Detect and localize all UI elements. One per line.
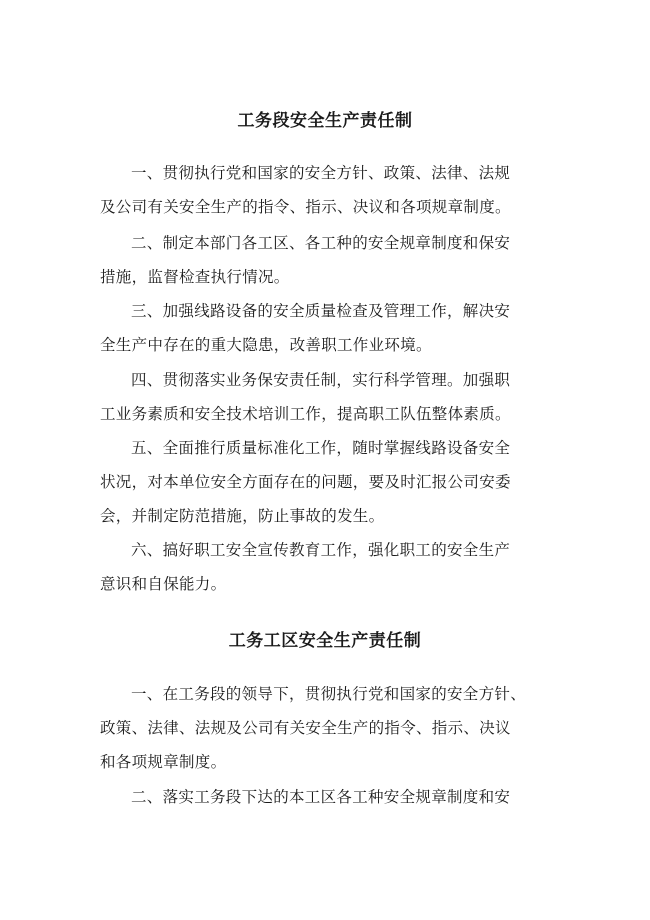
- paragraph-line: 五、全面推行质量标准化工作，随时掌握线路设备安全: [131, 439, 511, 457]
- paragraph-line: 一、贯彻执行党和国家的安全方针、政策、法律、法规: [131, 164, 511, 182]
- paragraph-line: 状况，对本单位安全方面存在的问题，要及时汇报公司安委: [100, 473, 511, 491]
- paragraph-line: 和各项规章制度。: [100, 753, 227, 771]
- paragraph-line: 三、加强线路设备的安全质量检查及管理工作，解决安: [131, 302, 511, 320]
- paragraph: [100, 677, 552, 779]
- paragraph: [100, 156, 552, 224]
- paragraph: [100, 226, 552, 294]
- paragraph-line: 四、贯彻落实业务保安责任制，实行科学管理。加强职: [131, 371, 511, 389]
- paragraph-line: 二、落实工务段下达的本工区各工种安全规章制度和安: [131, 788, 511, 806]
- paragraph: [100, 431, 552, 533]
- paragraph-line: 措施，监督检查执行情况。: [100, 268, 290, 286]
- paragraph: [100, 780, 552, 814]
- paragraph-line: 意识和自保能力。: [100, 575, 227, 593]
- paragraph-line: 工业务素质和安全技术培训工作，提高职工队伍整体素质。: [100, 405, 511, 423]
- paragraph-line: 政策、法律、法规及公司有关安全生产的指令、指示、决议: [100, 719, 511, 737]
- paragraph: [100, 294, 552, 362]
- paragraph-line: 六、搞好职工安全宣传教育工作，强化职工的安全生产: [131, 541, 511, 559]
- paragraph: [100, 363, 552, 431]
- paragraph: [100, 533, 552, 601]
- paragraph-line: 全生产中存在的重大隐患，改善职工作业环境。: [100, 336, 432, 354]
- paragraph-line: 二、制定本部门各工区、各工种的安全规章制度和保安: [131, 234, 511, 252]
- paragraph-line: 会，并制定防范措施，防止事故的发生。: [100, 507, 385, 525]
- paragraph-line: 及公司有关安全生产的指令、指示、决议和各项规章制度。: [100, 198, 511, 216]
- section-title: 工务段安全生产责任制: [237, 111, 413, 131]
- section-title: 工务工区安全生产责任制: [228, 631, 422, 651]
- paragraph-line: 一、在工务段的领导下，贯彻执行党和国家的安全方针、: [131, 685, 527, 703]
